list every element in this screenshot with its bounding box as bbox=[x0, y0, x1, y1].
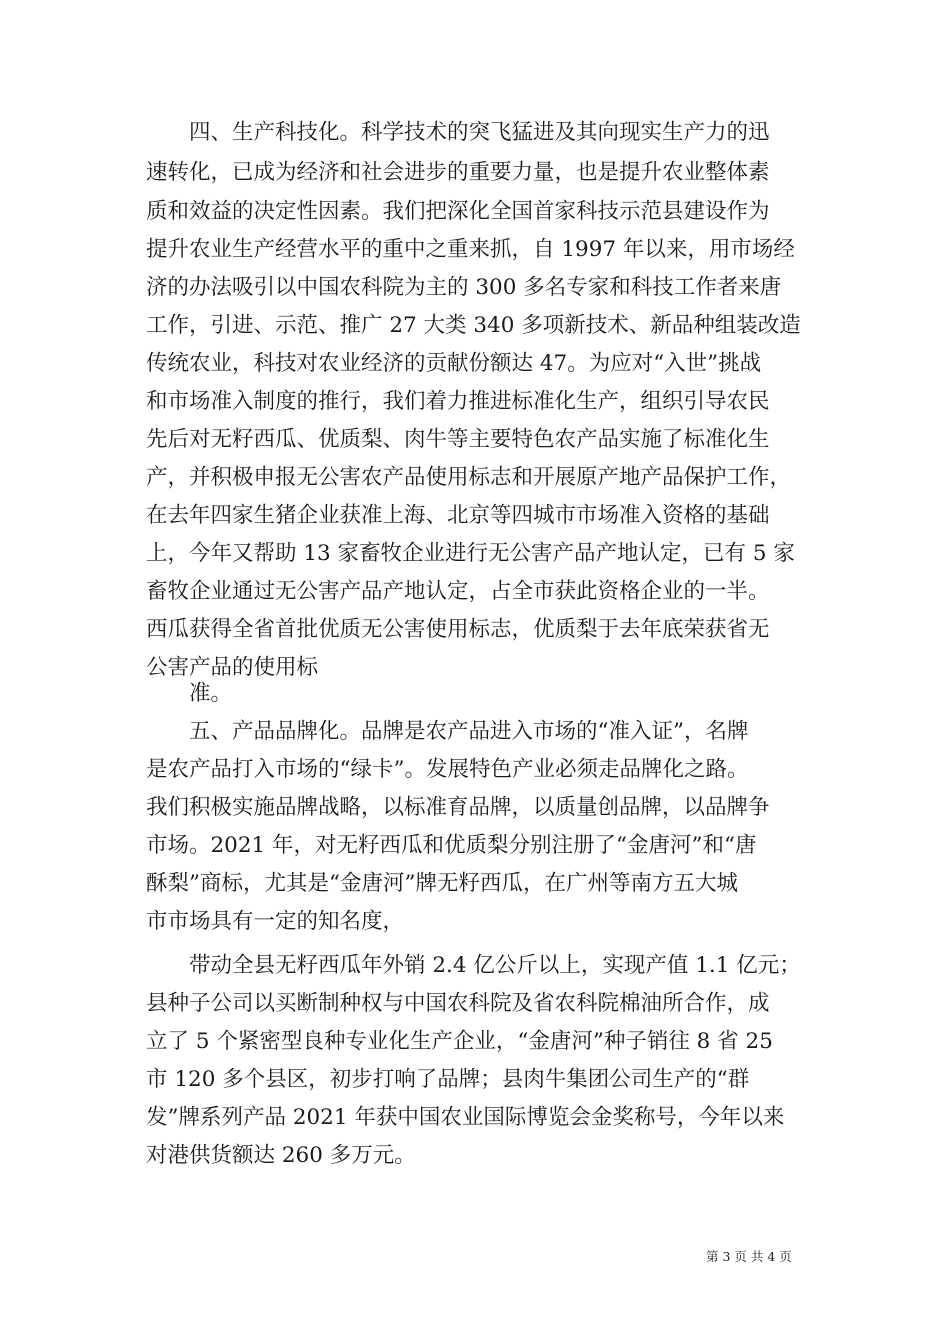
paragraph-line: 工作，引进、示范、推广 27 大类 340 多项新技术、新品种组装改造 bbox=[146, 313, 801, 338]
paragraph-line: 产，并积极申报无公害农产品使用标志和开展原产地产品保护工作， bbox=[146, 465, 792, 490]
paragraph-line: 提升农业生产经营水平的重中之重来抓，自 1997 年以来，用市场经 bbox=[146, 237, 795, 262]
paragraph-line: 市市场具有一定的知名度， bbox=[146, 909, 405, 934]
paragraph-line: 立了 5 个紧密型良种专业化生产企业，“金唐河”种子销往 8 省 25 bbox=[146, 1029, 773, 1054]
paragraph-line: 速转化，已成为经济和社会进步的重要力量，也是提升农业整体素 bbox=[146, 160, 770, 185]
paragraph-line: 准。 bbox=[146, 681, 233, 706]
paragraph-line: 西瓜获得全省首批优质无公害使用标志，优质梨于去年底荣获省无 bbox=[146, 617, 770, 642]
paragraph-line: 畜牧企业通过无公害产品产地认定，占全市获此资格企业的一半。 bbox=[146, 579, 770, 604]
paragraph-line: 市场。2021 年，对无籽西瓜和优质梨分别注册了“金唐河”和“唐 bbox=[146, 833, 757, 858]
paragraph-line: 济的办法吸引以中国农科院为主的 300 多名专家和科技工作者来唐 bbox=[146, 275, 782, 300]
paragraph-line: 五、产品品牌化。品牌是农产品进入市场的“准入证”，名牌 bbox=[146, 719, 749, 744]
paragraph-line: 县种子公司以买断制种权与中国农科院及省农科院棉油所合作，成 bbox=[146, 991, 770, 1016]
paragraph-line: 带动全县无籽西瓜年外销 2.4 亿公斤以上，实现产值 1.1 亿元； bbox=[146, 953, 801, 978]
paragraph-line: 质和效益的决定性因素。我们把深化全国首家科技示范县建设作为 bbox=[146, 199, 770, 224]
page-number: 第 3 页 共 4 页 bbox=[706, 1249, 792, 1264]
paragraph-line: 传统农业，科技对农业经济的贡献份额达 47。为应对“入世”挑战 bbox=[146, 351, 762, 376]
paragraph-line: 是农产品打入市场的“绿卡”。发展特色产业必须走品牌化之路。 bbox=[146, 757, 749, 782]
paragraph-line: 酥梨”商标，尤其是“金唐河”牌无籽西瓜，在广州等南方五大城 bbox=[146, 871, 738, 896]
paragraph-line: 四、生产科技化。科学技术的突飞猛进及其向现实生产力的迅 bbox=[146, 120, 770, 145]
paragraph-line: 发”牌系列产品 2021 年获中国农业国际博览会金奖称号，今年以来 bbox=[146, 1105, 785, 1130]
paragraph-line: 先后对无籽西瓜、优质梨、肉牛等主要特色农产品实施了标准化生 bbox=[146, 427, 770, 452]
paragraph-line: 对港供货额达 260 多万元。 bbox=[146, 1143, 416, 1168]
paragraph-line: 市 120 多个县区，初步打响了品牌；县肉牛集团公司生产的“群 bbox=[146, 1067, 750, 1092]
paragraph-line: 公害产品的使用标 bbox=[146, 655, 319, 680]
paragraph-line: 我们积极实施品牌战略，以标准育品牌，以质量创品牌，以品牌争 bbox=[146, 795, 770, 820]
paragraph-line: 上，今年又帮助 13 家畜牧企业进行无公害产品产地认定，已有 5 家 bbox=[146, 541, 795, 566]
paragraph-line: 在去年四家生猪企业获准上海、北京等四城市市场准入资格的基础 bbox=[146, 503, 770, 528]
paragraph-line: 和市场准入制度的推行，我们着力推进标准化生产，组织引导农民 bbox=[146, 389, 770, 414]
